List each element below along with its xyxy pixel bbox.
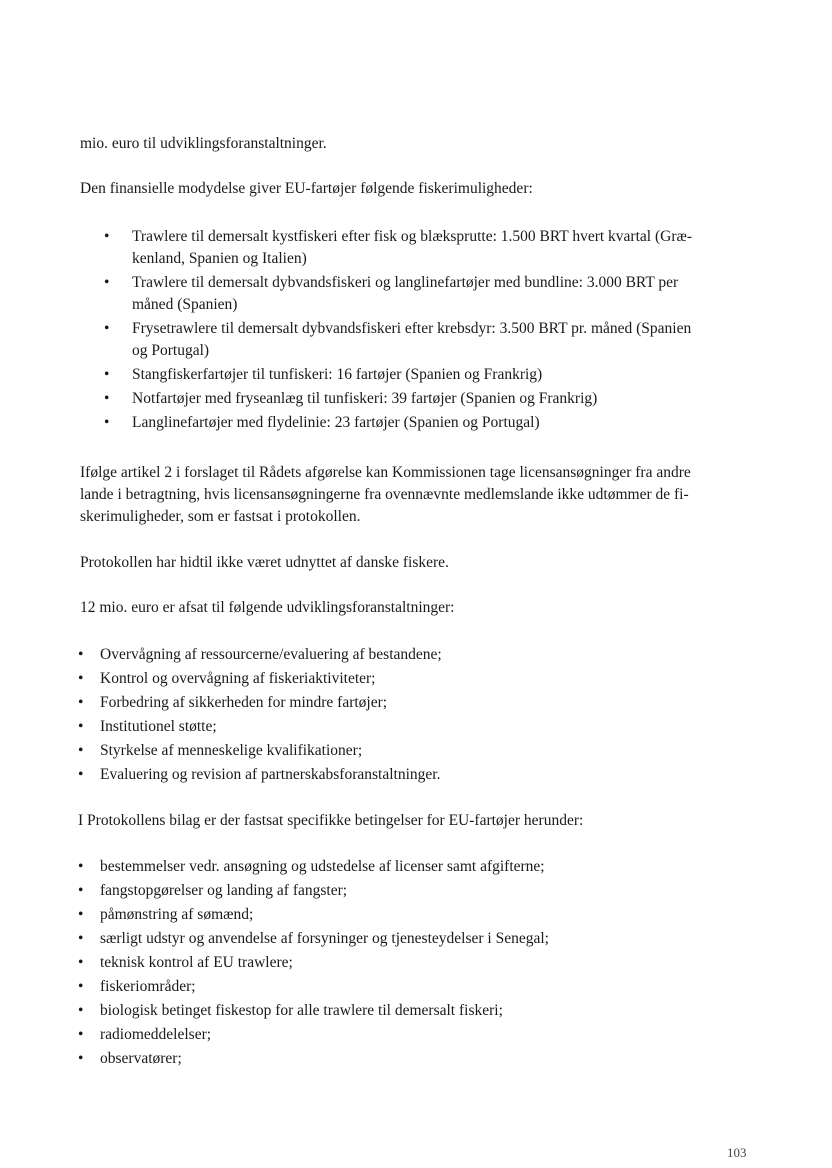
- list-item: • Institutionel støtte;: [78, 715, 758, 739]
- fishing-intro: Den finansielle modydelse giver EU-fartøjer følgende fiskerimuligheder:: [80, 180, 533, 197]
- list-item: • Langlinefartøjer med flydelinie: 23 fartøjer (Spanien og Portugal): [104, 412, 764, 434]
- list-item: • fiskeriområder;: [78, 975, 758, 999]
- list-item: • biologisk betinget fiskestop for alle trawlere til demersalt fiskeri;: [78, 999, 758, 1023]
- list-item: • påmønstring af sømænd;: [78, 903, 758, 927]
- list-item: • radiomeddelelser;: [78, 1023, 758, 1047]
- list-item: • Stangfiskerfartøjer til tunfiskeri: 16 fartøjer (Spanien og Frankrig): [104, 364, 764, 386]
- list-item: • fangstopgørelser og landing af fangster;: [78, 879, 758, 903]
- list-item: • Kontrol og overvågning af fiskeriaktiviteter;: [78, 667, 758, 691]
- danish-fishers-paragraph: Protokollen har hidtil ikke været udnyttet af danske fiskere.: [80, 554, 449, 571]
- list-item: • bestemmelser vedr. ansøgning og udstedelse af licenser samt afgifterne;: [78, 855, 758, 879]
- annex-intro: I Protokollens bilag er der fastsat specifikke betingelser for EU-fartøjer herunder:: [78, 812, 584, 829]
- list-item: • særligt udstyr og anvendelse af forsyninger og tjenesteydelser i Senegal;: [78, 927, 758, 951]
- list-item: • Trawlere til demersalt kystfiskeri efter fisk og blæksprutte: 1.500 BRT hvert kvartal (Græ- kenland, Spanien og Italien): [104, 226, 764, 270]
- fishing-list: [104, 226, 764, 436]
- list-item: • Frysetrawlere til demersalt dybvandsfiskeri efter krebsdyr: 3.500 BRT pr. måned (Spanien og Portugal): [104, 318, 764, 362]
- list-item: • Trawlere til demersalt dybvandsfiskeri og langlinefartøjer med bundline: 3.000 BRT per måned (Spanien): [104, 272, 764, 316]
- list-item: • Notfartøjer med fryseanlæg til tunfiskeri: 39 fartøjer (Spanien og Frankrig): [104, 388, 764, 410]
- list-item: • Styrkelse af menneskelige kvalifikationer;: [78, 739, 758, 763]
- intro-line: mio. euro til udviklingsforanstaltninger.: [80, 135, 327, 152]
- page-number: 103: [727, 1145, 747, 1160]
- list-item: • Forbedring af sikkerheden for mindre fartøjer;: [78, 691, 758, 715]
- list-item: • Overvågning af ressourcerne/evaluering af bestandene;: [78, 643, 758, 667]
- development-intro: 12 mio. euro er afsat til følgende udviklingsforanstaltninger:: [80, 599, 455, 616]
- development-list: [78, 643, 758, 787]
- list-item: • observatører;: [78, 1047, 758, 1071]
- article-paragraph: Ifølge artikel 2 i forslaget til Rådets afgørelse kan Kommissionen tage licensansøgninger fra andre lande i betragtning, hvis licensansøgningerne fra ovennævnte medlemslande ikke udtømmer de fi- skerimuligheder, som er fastsat i protokollen.: [80, 464, 691, 525]
- list-item: • teknisk kontrol af EU trawlere;: [78, 951, 758, 975]
- list-item: • Evaluering og revision af partnerskabsforanstaltninger.: [78, 763, 758, 787]
- annex-list: [78, 855, 758, 1071]
